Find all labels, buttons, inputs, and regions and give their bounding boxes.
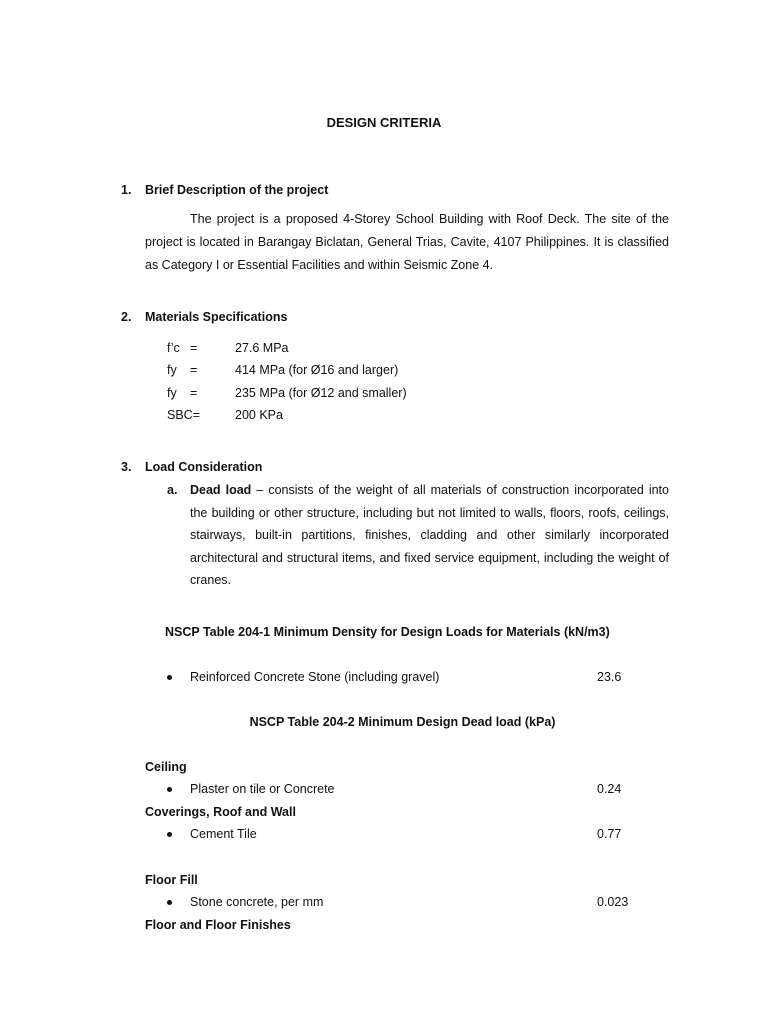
section-2-heading: Materials Specifications xyxy=(145,310,288,324)
section-1-paragraph-text: The project is a proposed 4-Storey School Building with Roof Deck. The site of the project is located in Barangay Biclatan, General Trias, Cavite, 4107 Philippines. It is classified as Category I or Essential Facilities and within Seismic Zone 4. xyxy=(145,212,669,272)
group-value: 0.77 xyxy=(597,827,622,841)
spec-equals: = xyxy=(190,363,198,377)
group-item: Plaster on tile or Concrete xyxy=(190,782,335,796)
spec-value: 414 MPa (for Ø16 and larger) xyxy=(235,363,399,377)
page-title: DESIGN CRITERIA xyxy=(326,115,442,130)
dead-load-term: Dead load xyxy=(190,483,252,497)
bullet-icon xyxy=(167,900,172,905)
group-heading: Ceiling xyxy=(145,760,187,774)
spec-equals: = xyxy=(190,386,198,400)
group-item: Cement Tile xyxy=(190,827,257,841)
table-1-value: 23.6 xyxy=(597,670,622,684)
table-1-item: Reinforced Concrete Stone (including gravel) xyxy=(190,670,440,684)
group-value: 0.023 xyxy=(597,895,629,909)
table-2-caption: NSCP Table 204-2 Minimum Design Dead load (kPa) xyxy=(249,715,556,729)
section-3-heading: Load Consideration xyxy=(145,460,263,474)
dead-load-description xyxy=(190,479,669,592)
group-heading: Coverings, Roof and Wall xyxy=(145,805,296,819)
spec-equals: = xyxy=(190,341,198,355)
bullet-icon xyxy=(167,675,172,680)
section-3-number: 3. xyxy=(121,460,132,474)
section-1-paragraph xyxy=(145,208,669,277)
table-1-caption: NSCP Table 204-1 Minimum Density for Design Loads for Materials (kN/m3) xyxy=(165,625,610,639)
spec-label: fy xyxy=(167,363,177,377)
section-1-number: 1. xyxy=(121,183,132,197)
section-2-number: 2. xyxy=(121,310,132,324)
spec-value: 27.6 MPa xyxy=(235,341,289,355)
spec-label: f’c xyxy=(167,341,180,355)
item-a-letter: a. xyxy=(167,483,178,497)
group-item: Stone concrete, per mm xyxy=(190,895,324,909)
group-heading: Floor and Floor Finishes xyxy=(145,918,291,932)
group-heading: Floor Fill xyxy=(145,873,198,887)
spec-value: 200 KPa xyxy=(235,408,283,422)
section-1-heading: Brief Description of the project xyxy=(145,183,329,197)
bullet-icon xyxy=(167,832,172,837)
spec-value: 235 MPa (for Ø12 and smaller) xyxy=(235,386,407,400)
group-value: 0.24 xyxy=(597,782,622,796)
spec-label: fy xyxy=(167,386,177,400)
dead-load-text: – consists of the weight of all materials of construction incorporated into the building or other structure, including but not limited to walls, floors, roofs, ceilings, stairways, built-in partitions, finishes, cladding and other similarly incorporated architectural and structural items, and fixed service equipment, including the weight of cranes. xyxy=(190,483,669,587)
spec-label: SBC= xyxy=(167,408,201,422)
bullet-icon xyxy=(167,787,172,792)
